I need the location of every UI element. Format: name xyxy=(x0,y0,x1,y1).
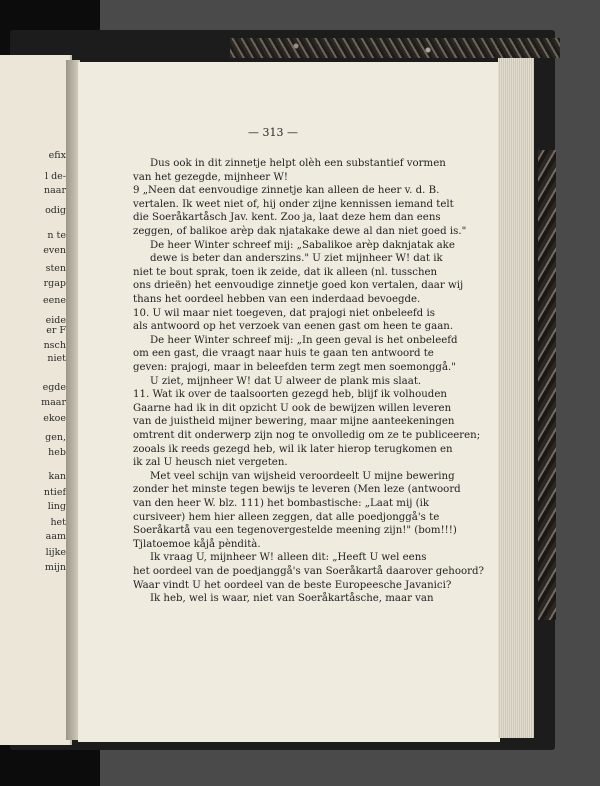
left-page-fragment: odig xyxy=(45,205,66,216)
left-page-fragment: n te xyxy=(47,230,66,241)
text-line: cursiveer) hem hier alleen zeggen, dat alle poedjonggå's te xyxy=(133,511,440,523)
text-line: van het gezegde, mijnheer W! xyxy=(133,171,288,183)
text-line: 11. Wat ik over de taalsoorten gezegd heb, blijf ik volhouden xyxy=(133,389,447,401)
left-page-fragment: maar xyxy=(41,397,66,408)
text-line: het oordeel van de poedjanggå's van Soeråkartå daarover gehoord? xyxy=(133,566,484,577)
text-line: ons drieën) het eenvoudige zinnetje goed kon vertalen, daar wij xyxy=(133,280,464,292)
text-line: De heer Winter schreef mij: „In geen geval is het onbeleefd xyxy=(150,334,458,346)
left-page-fragment: even xyxy=(43,245,66,256)
left-page-fragment: heb xyxy=(48,447,66,458)
text-line: Dus ook in dit zinnetje helpt olèh een substantief vormen xyxy=(150,158,446,169)
text-line: van den heer W. blz. 111) het bombastische: „Laat mij (ik xyxy=(133,498,430,509)
text-line: Ik heb, wel is waar, niet van Soeråkartåsche, maar van xyxy=(150,593,434,605)
text-line: zonder het minste tegen bewijs te leveren (Men leze (antwoord xyxy=(133,484,461,496)
text-line: Tjlatoemoe kåjå pèndità. xyxy=(133,538,261,550)
text-line: geven: prajogi, maar in beleefden term zegt men soemonggå." xyxy=(133,362,456,373)
text-line: Met veel schijn van wijsheid veroordeelt U mijne bewering xyxy=(150,470,455,482)
text-line: niet te bout sprak, toen ik zeide, dat ik alleen (nl. tusschen xyxy=(133,266,438,278)
text-line: Ik vraag U, mijnheer W! alleen dit: „Heeft U wel eens xyxy=(150,552,427,564)
left-page-fragment: sten xyxy=(45,263,66,274)
text-line: 10. U wil maar niet toegeven, dat prajogi niet onbeleefd is xyxy=(133,307,435,319)
left-page-fragment: rgap xyxy=(43,278,66,289)
left-page-fragment: niet xyxy=(47,353,66,364)
text-line: zeggen, of balikoe arèp dak njatakake dewe al dan niet goed is." xyxy=(133,226,467,237)
marbled-board-top xyxy=(230,38,560,58)
left-page-fragment: het xyxy=(50,517,66,528)
text-line: Waar vindt U het oordeel van de beste Europeesche Javanici? xyxy=(133,579,452,591)
text-line: die Soeråkartåsch Jav. kent. Zoo ja, laat deze hem dan eens xyxy=(133,212,441,224)
right-page xyxy=(78,62,500,742)
left-page-fragment: lijke xyxy=(45,547,66,558)
text-line: omtrent dit onderwerp zijn nog te onvolledig om ze te publiceeren; xyxy=(133,430,481,441)
page-edges xyxy=(498,58,534,738)
left-page-fragment: eene xyxy=(43,295,66,306)
text-line: zooals ik reeds gezegd heb, wil ik later hierop terugkomen en xyxy=(133,443,453,455)
left-page-fragment: mijn xyxy=(44,562,66,573)
left-page xyxy=(0,55,72,745)
left-page-fragment: kan xyxy=(48,471,66,482)
left-page-fragment: aam xyxy=(45,531,66,542)
left-page-fragment: ling xyxy=(47,501,66,512)
text-line: om een gast, die vraagt naar huis te gaan ten antwoord te xyxy=(133,348,434,360)
page-number: — 313 — xyxy=(248,126,298,139)
left-page-fragment: efix xyxy=(48,150,66,161)
text-line: Soeråkartå vau een tegenovergestelde meening zijn!" (bom!!!) xyxy=(133,525,457,537)
text-line: van de juistheid mijner bewering, maar mijne aanteekeningen xyxy=(133,416,455,428)
text-line: dewe is beter dan anderszins." U ziet mijnheer W! dat ik xyxy=(150,253,443,265)
text-line: vertalen. Ik weet niet of, hij onder zijne kennissen iemand telt xyxy=(133,198,454,210)
left-page-fragment: ntief xyxy=(43,487,66,498)
left-page-fragment: ekoe xyxy=(43,413,66,424)
text-line: De heer Winter schreef mij: „Sabalikoe arèp daknjatak ake xyxy=(150,239,455,251)
left-page-fragment: er F xyxy=(46,325,66,336)
left-page-fragment: eide xyxy=(45,315,66,326)
text-line: als antwoord op het verzoek van eenen gast om heen te gaan. xyxy=(133,321,454,333)
left-page-fragment: egde xyxy=(42,382,66,393)
text-line: 9 „Neen dat eenvoudige zinnetje kan alleen de heer v. d. B. xyxy=(133,185,440,197)
left-page-fragment: gen, xyxy=(45,432,66,443)
marbled-board-side xyxy=(538,150,556,620)
left-page-fragment: nsch xyxy=(43,340,66,351)
text-line: Gaarne had ik in dit opzicht U ook de bewijzen willen leveren xyxy=(133,402,452,414)
left-page-fragment: l de- xyxy=(45,171,66,182)
left-page-fragment: naar xyxy=(44,185,66,196)
text-line: U ziet, mijnheer W! dat U alweer de plank mis slaat. xyxy=(150,375,422,387)
text-line: ik zal U heusch niet vergeten. xyxy=(133,457,288,469)
text-line: thans het oordeel hebben van een inderdaad bevoegde. xyxy=(133,294,421,305)
